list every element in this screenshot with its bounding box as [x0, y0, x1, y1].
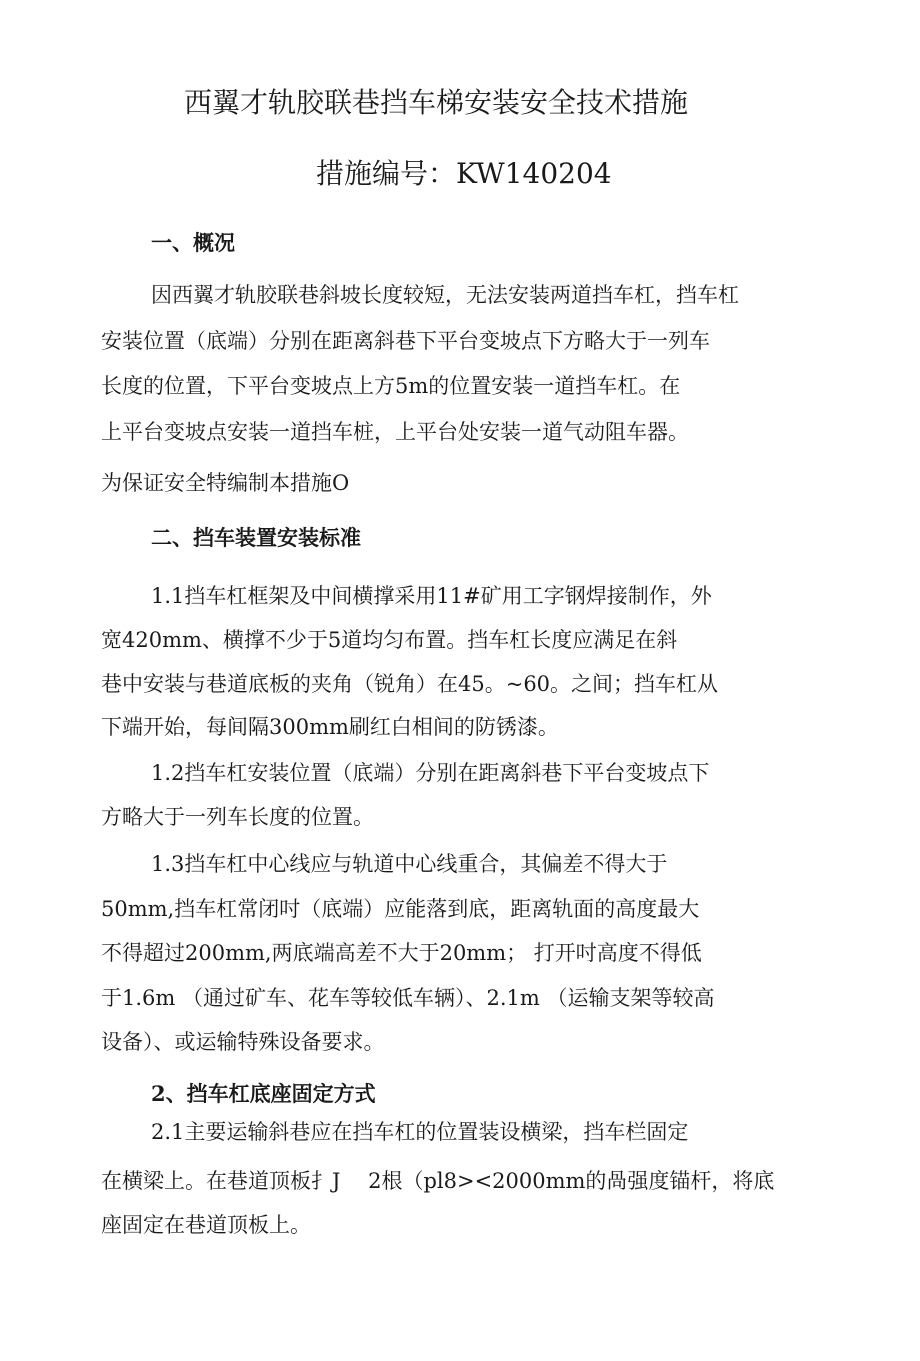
paragraph-line: 在横梁上。在巷道顶板扌J 2根（pl8><2000mm的咼强度锚杆，将底 — [101, 1169, 775, 1193]
section-3-heading: 2、挡车杠底座固定方式 — [151, 1081, 376, 1106]
paragraph-line: 因西翼才轨胶联巷斜坡长度较短，无法安装两道挡车杠，挡车杠 — [151, 283, 739, 307]
document-title: 西翼才轨胶联巷挡车梯安装安全技术措施 — [184, 86, 689, 119]
paragraph-line: 2.1主要运输斜巷应在挡车杠的位置装设横梁，挡车栏固定 — [151, 1120, 689, 1144]
paragraph-line: 安装位置（底端）分别在距离斜巷下平台变坡点下方略大于一列车 — [101, 329, 710, 353]
paragraph-line: 宽420mm、横撑不少于5道均匀布置。挡车杠长度应满足在斜 — [101, 628, 678, 652]
paragraph-line: 50mm,挡车杠常闭吋（底端）应能落到底，距离轨面的高度最大 — [101, 897, 700, 921]
paragraph-line: 方略大于一列车长度的位置。 — [101, 805, 374, 829]
section-1-heading: 一、概况 — [151, 230, 235, 255]
paragraph-line: 于1.6m （通过矿车、花车等较低车辆）、2.1m （运输支架等较高 — [101, 986, 715, 1010]
paragraph-line: 1.2挡车杠安装位置（底端）分别在距离斜巷下平台变坡点下 — [151, 761, 710, 785]
measure-code: 措施编号：KW140204 — [316, 157, 612, 190]
section-2-heading: 二、挡车装置安装标准 — [151, 525, 361, 550]
paragraph-line: 巷中安装与巷道底板的夹角（锐角）在45。~60。之间；挡车杠从 — [101, 672, 719, 696]
paragraph-line: 下端开始，每间隔300mm刷红白相间的防锈漆。 — [101, 715, 559, 739]
paragraph-line: 1.1挡车杠框架及中间横撑采用11#矿用工字钢焊接制作，外 — [151, 584, 712, 608]
paragraph-line: 长度的位置，下平台变坡点上方5m的位置安装一道挡车杠。在 — [101, 374, 681, 398]
paragraph-line: 不得超过200mm,两底端高差不大于20mm； 打开吋高度不得低 — [101, 941, 702, 965]
paragraph-line: 设备）、或运输特殊设备要求。 — [101, 1030, 385, 1054]
paragraph-line: 上平台变坡点安装一道挡车桩，上平台处安装一道气动阻车器。 — [101, 420, 689, 444]
paragraph-line: 为保证安全特编制本措施O — [101, 471, 350, 495]
paragraph-line: 1.3挡车杠中心线应与轨道中心线重合，其偏差不得大于 — [151, 852, 668, 876]
paragraph-line: 座固定在巷道顶板上。 — [101, 1213, 311, 1237]
